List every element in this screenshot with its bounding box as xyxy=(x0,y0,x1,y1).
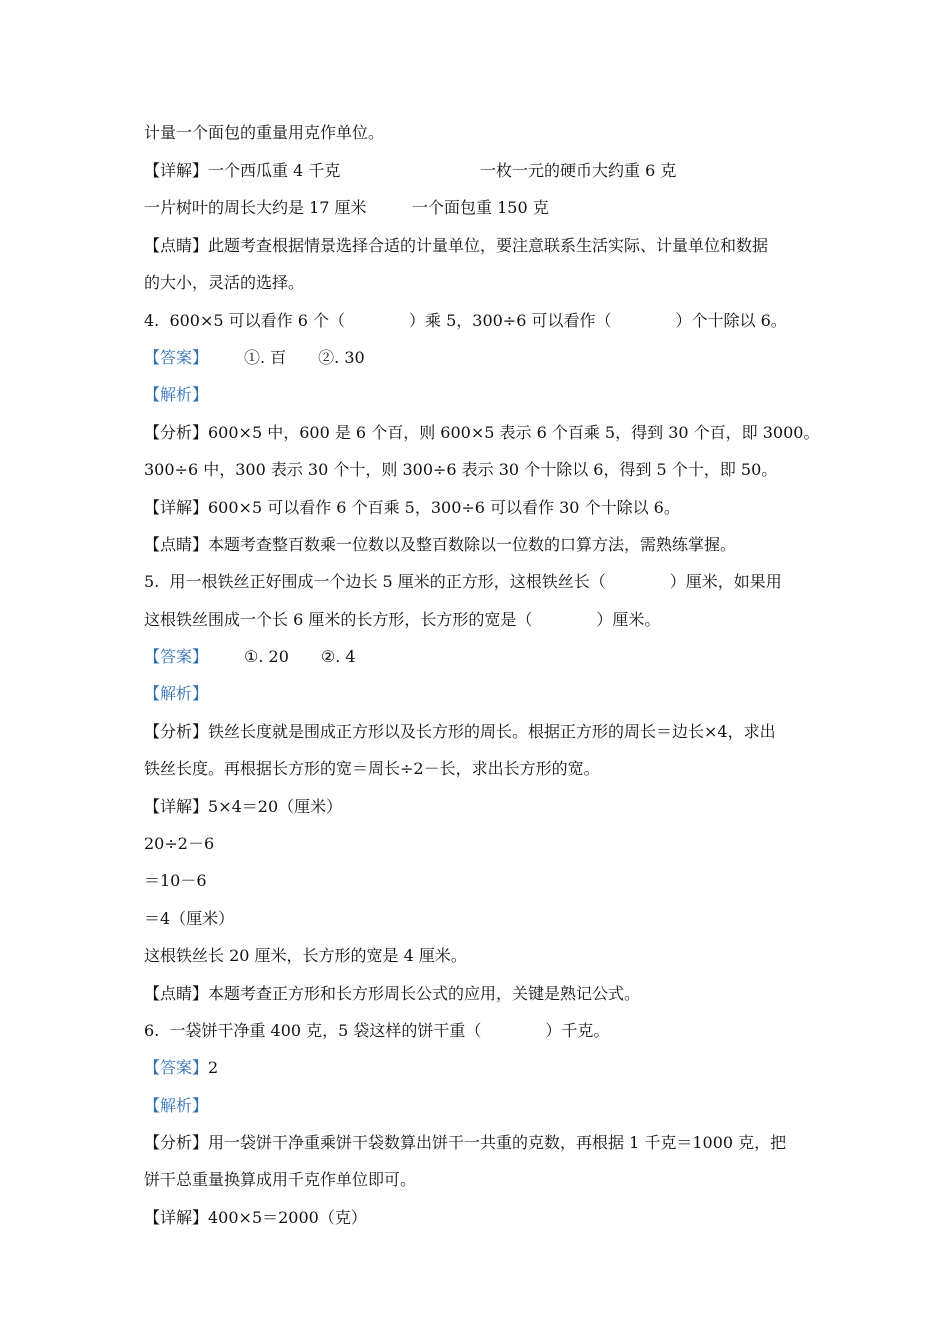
analysis-label: 【解析】 xyxy=(144,684,209,703)
analysis-label: 【解析】 xyxy=(144,1096,209,1115)
text-line: 这根铁丝长 20 厘米，长方形的宽是 4 厘米。 xyxy=(144,946,467,965)
answer-value: ①. 20 ②. 4 xyxy=(244,647,356,666)
answer-value: ①. 百 ②. 30 xyxy=(244,348,365,367)
text-line: 【详解】一个西瓜重 4 千克 xyxy=(144,161,341,180)
text-line: 20÷2－6 xyxy=(144,834,215,853)
question-6: 6. 一袋饼干净重 400 克，5 袋这样的饼干重（ ）千克。 xyxy=(144,1021,610,1040)
text-line: 计量一个面包的重量用克作单位。 xyxy=(144,123,385,142)
text-line: 【详解】600×5 可以看作 6 个百乘 5，300÷6 可以看作 30 个十除以 6。 xyxy=(144,498,680,517)
text-line: 铁丝长度。再根据长方形的宽＝周长÷2－长，求出长方形的宽。 xyxy=(144,759,600,778)
answer-label: 【答案】 xyxy=(144,647,209,666)
text-line: ＝4（厘米） xyxy=(144,909,235,928)
question-5-cont: 这根铁丝围成一个长 6 厘米的长方形，长方形的宽是（ ）厘米。 xyxy=(144,610,661,629)
text-line: 【点睛】此题考查根据情景选择合适的计量单位，要注意联系生活实际、计量单位和数据 xyxy=(144,236,769,255)
text-line: 【详解】400×5＝2000（克） xyxy=(144,1208,367,1227)
text-line: ＝10－6 xyxy=(144,871,207,890)
text-line: 一个面包重 150 克 xyxy=(412,198,549,217)
text-line: 饼干总重量换算成用千克作单位即可。 xyxy=(144,1170,417,1189)
text-line: 【分析】600×5 中，600 是 6 个百，则 600×5 表示 6 个百乘 5，得到 30 个百，即 3000。 xyxy=(144,423,820,442)
text-line: 的大小，灵活的选择。 xyxy=(144,273,305,292)
answer-value: 2 xyxy=(208,1058,219,1077)
text-line: 【分析】用一袋饼干净重乘饼干袋数算出饼干一共重的克数，再根据 1 千克＝1000 克，把 xyxy=(144,1133,787,1152)
text-line: 【详解】5×4＝20（厘米） xyxy=(144,797,343,816)
question-4: 4. 600×5 可以看作 6 个（ ）乘 5，300÷6 可以看作（ ）个十除以 6。 xyxy=(144,311,787,330)
text-line: 300÷6 中，300 表示 30 个十，则 300÷6 表示 30 个十除以 6，得到 5 个十，即 50。 xyxy=(144,460,778,479)
text-line: 【分析】铁丝长度就是围成正方形以及长方形的周长。根据正方形的周长＝边长×4，求出 xyxy=(144,722,776,741)
text-line: 一枚一元的硬币大约重 6 克 xyxy=(480,161,677,180)
question-5: 5. 用一根铁丝正好围成一个边长 5 厘米的正方形，这根铁丝长（ ）厘米，如果用 xyxy=(144,572,782,591)
text-line: 一片树叶的周长大约是 17 厘米 xyxy=(144,198,367,217)
text-line: 【点睛】本题考查整百数乘一位数以及整百数除以一位数的口算方法，需熟练掌握。 xyxy=(144,535,737,554)
text-line: 【点睛】本题考查正方形和长方形周长公式的应用，关键是熟记公式。 xyxy=(144,984,641,1003)
answer-label: 【答案】 xyxy=(144,348,209,367)
analysis-label: 【解析】 xyxy=(144,385,209,404)
answer-label: 【答案】 xyxy=(144,1058,209,1077)
